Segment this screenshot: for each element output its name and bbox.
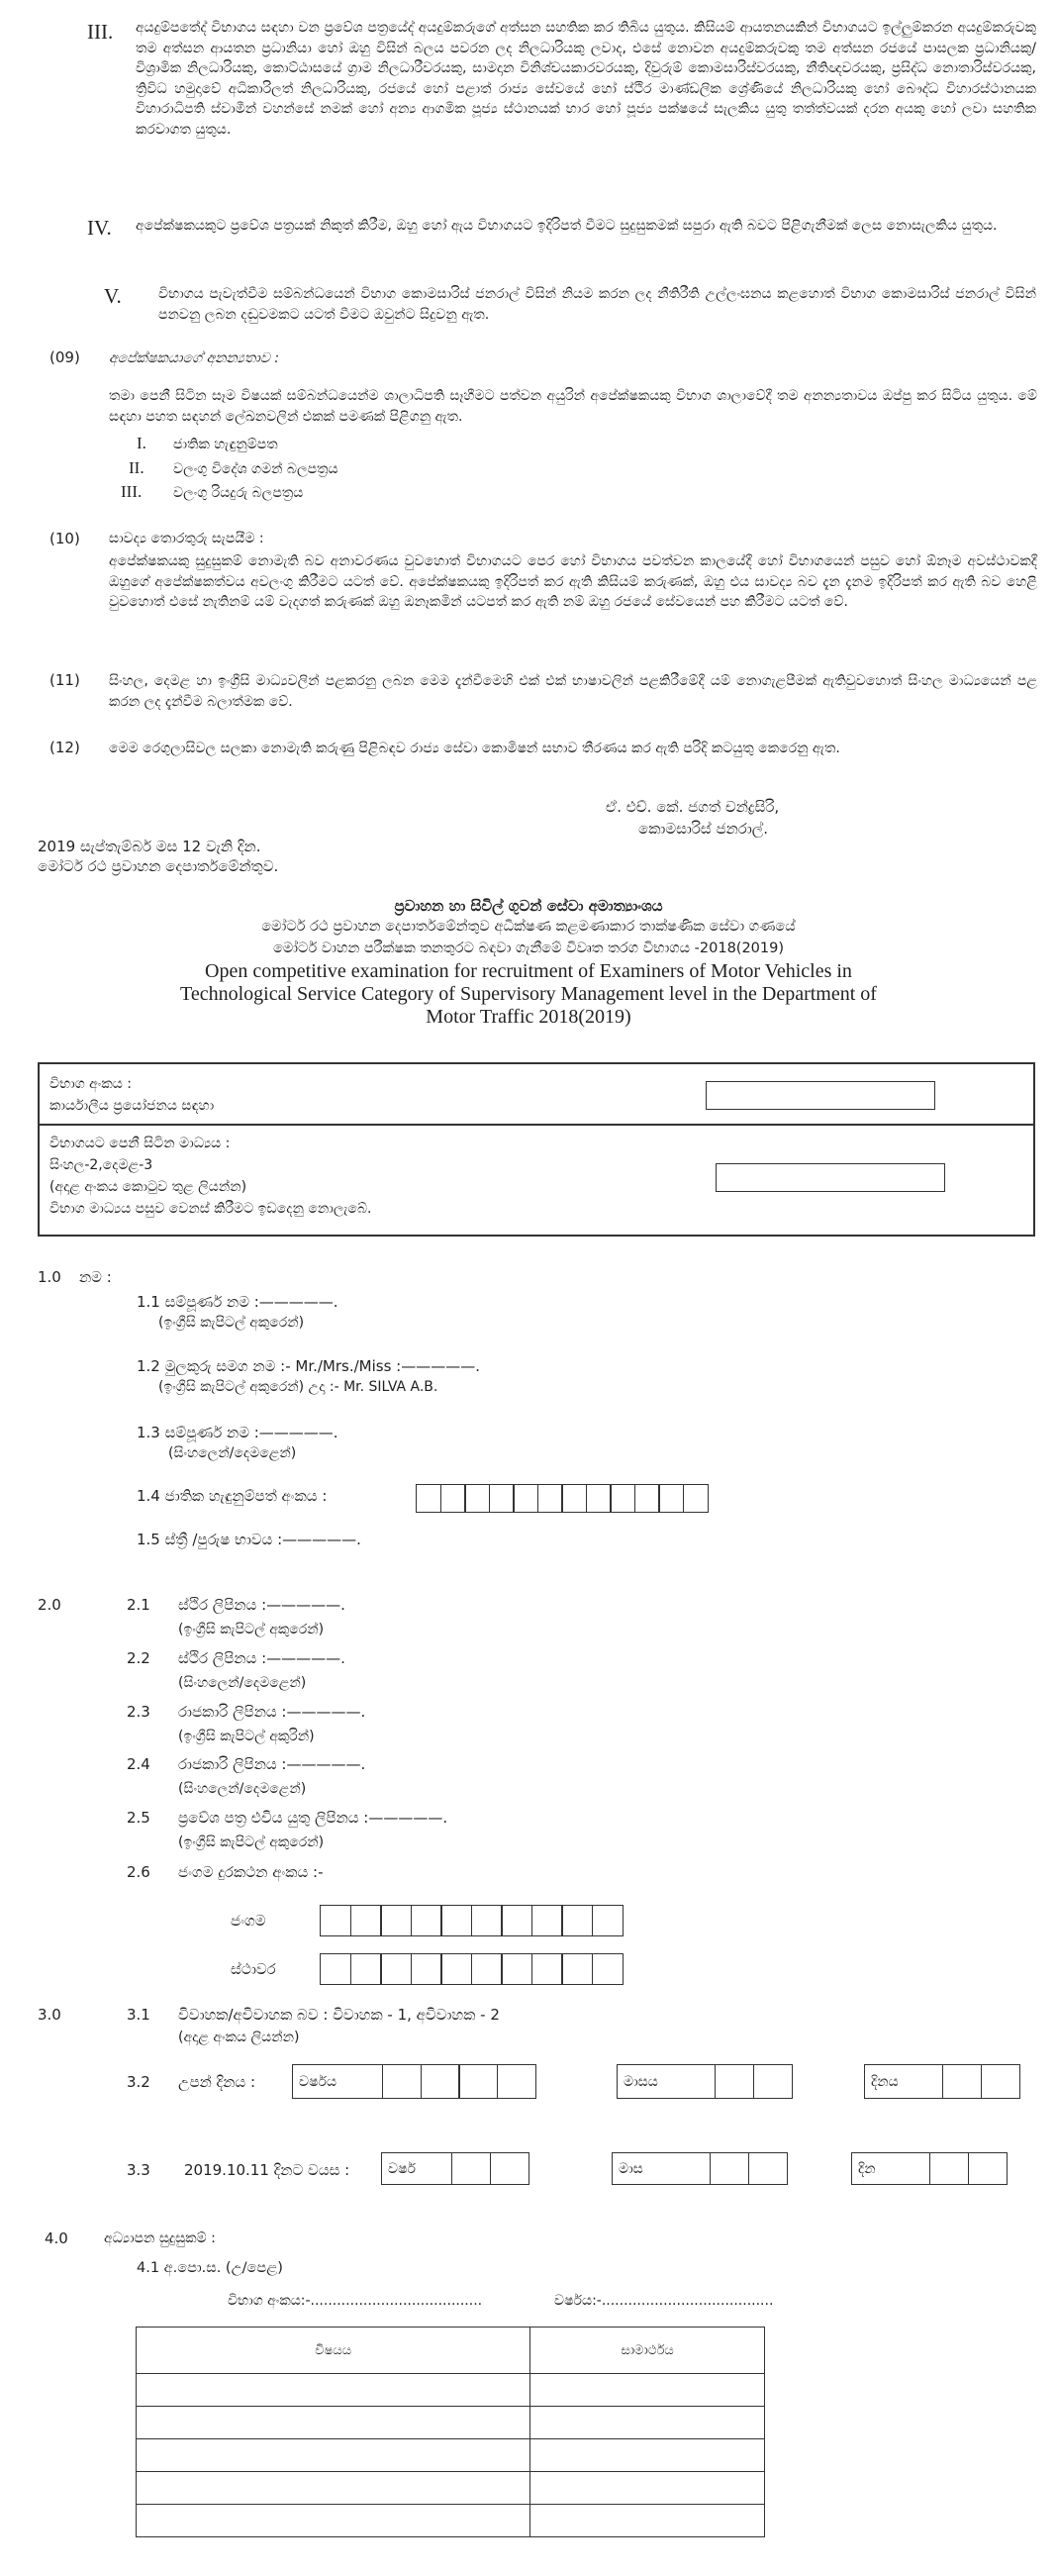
phone-26-number: 2.6	[127, 1863, 150, 1881]
perm-address-en-field[interactable]: ස්ථිර ලිපිනය :—————.	[178, 1596, 345, 1614]
dob-month-input[interactable]	[715, 2064, 791, 2099]
phone-label: ජංගම දුරකථන අංකය :-	[178, 1863, 324, 1881]
dob-day-cell: දිනය	[864, 2064, 943, 2099]
nic-label: 1.4 ජාතික හැඳුනුම්පත් අංකය :	[137, 1487, 328, 1505]
perm-address-si-hint: (සිංහලෙන්/දෙමළෙන්)	[178, 1675, 307, 1691]
table-row[interactable]	[137, 2407, 765, 2439]
id-item-2: වලංගු විදේශ ගමන් බලපත්‍රය	[173, 461, 338, 477]
id-item-1: ජාතික හැඳුනුම්පත	[173, 437, 278, 452]
s4-number: 4.0	[45, 2229, 68, 2247]
id-item-3: වලංගු රියදුරු බලපත්‍රය	[173, 485, 304, 501]
al-grade-header: සාමාර්ථය	[530, 2328, 765, 2374]
age-months-input[interactable]	[710, 2152, 786, 2185]
section-09-heading: අපේක්ෂකයාගේ අනන්‍යතාව :	[109, 350, 280, 366]
al-index-field[interactable]: විභාග අංකය:-.......................................	[228, 2293, 483, 2309]
section-10-number: (10)	[49, 530, 80, 547]
s1-number: 1.0	[38, 1268, 61, 1286]
mobile-input-cells[interactable]	[320, 1905, 622, 1936]
age-years-input[interactable]	[451, 2152, 528, 2185]
initials-name-field[interactable]: 1.2 මුලකුරු සමග නම :- Mr./Mrs./Miss :—————.	[137, 1357, 481, 1375]
medium-note: විභාග මාධ්‍යය පසුව වෙනස් කිරීමට ඉඩදෙනු නොලැබේ.	[49, 1201, 372, 1217]
perm-address-si-field[interactable]: ස්ථිර ලිපිනය :—————.	[178, 1649, 345, 1667]
age-months-cell: මාස	[612, 2152, 711, 2185]
rule-iv-text: අපේක්ෂකයකුට ප්‍රවේශ පත්‍රයක් නිකුත් කිරීම, ඔහු හෝ ඇය විභාගයට ඉදිරිපත් වීමට සුදුසුකමක් සපුරා ඇති බවට පිළිගැනීමක් ලෙස නොසැලකිය යුතුය.	[136, 218, 998, 234]
rule-iii-number: III.	[87, 20, 114, 44]
al-results-table	[136, 2327, 765, 2537]
table-row[interactable]	[137, 2439, 765, 2472]
medium-options: සිංහල-2,දෙමළ-3	[49, 1157, 153, 1173]
nic-input-cells[interactable]	[416, 1484, 707, 1513]
rule-v-number: V.	[104, 284, 122, 308]
age-number: 3.3	[127, 2161, 150, 2179]
office-address-si-hint: (සිංහලෙන්/දෙමළෙන්)	[178, 1781, 307, 1797]
al-label: 4.1 අ.පො.ස. (උ/පෙළ)	[137, 2260, 283, 2276]
fixed-input-cells[interactable]	[320, 1953, 622, 1985]
addr-21-number: 2.1	[127, 1596, 150, 1614]
office-address-en-field[interactable]: රාජකාරි ලිපිනය :—————.	[178, 1703, 366, 1721]
rule-iv-number: IV.	[87, 216, 112, 240]
age-days-input[interactable]	[929, 2152, 1006, 2185]
form-english-title-1: Open competitive examination for recruitment of Examiners of Motor Vehicles in	[205, 960, 852, 982]
table-row[interactable]	[137, 2374, 765, 2407]
al-year-field[interactable]: වර්ෂය:-.......................................	[554, 2293, 774, 2309]
medium-label: විභාගයට පෙනී සිටින මාධ්‍යය :	[49, 1136, 231, 1151]
full-name-si-field[interactable]: 1.3 සම්පූර්ණ නම :—————.	[137, 1424, 338, 1441]
table-row[interactable]	[137, 2472, 765, 2505]
form-ministry: ප්‍රවාහන හා සිවිල් ගුවන් සේවා අමාත්‍යාංශය	[394, 897, 663, 915]
medium-box	[38, 1124, 1035, 1237]
medium-input[interactable]	[716, 1163, 945, 1192]
form-english-title-3: Motor Traffic 2018(2019)	[426, 1006, 631, 1028]
section-09-text: තමා පෙනී සිටින සෑම විෂයක් සම්බන්ධයෙන්ම ශාලාධිපති සෑහීමට පත්වන අයුරින් අපේක්ෂකයකු විභාග ශාලාවේදී තම අනන්‍යතාවය ඔප්පු කර සිටිය යුතුය. මේ සඳහා පහත සඳහන් ලේඛනවලින් එකක් පමණක් පිළිගනු ඇත.	[109, 388, 1037, 425]
dob-year-input[interactable]	[382, 2064, 534, 2099]
addr-22-number: 2.2	[127, 1649, 150, 1667]
s3-number: 3.0	[38, 2006, 61, 2024]
admission-address-hint: (ඉංග්‍රීසි කැපිටල් අකුරෙන්)	[178, 1834, 325, 1850]
addr-25-number: 2.5	[127, 1809, 150, 1827]
dob-label: උපන් දිනය :	[178, 2073, 255, 2091]
rule-iii-text: අයදුම්පතේද් විභාගය සඳහා වන ප්‍රවේශ පත්‍රයේද් අයදුම්කරුගේ අත්සන සහතික කර තිබිය යුතුය. කිසියම් ආයතනයකින් විභාගයට ඉල්ලුම්කරන අයදුම්කරුවකු තම අත්සන ආයතන ප්‍රධානියා හෝ ඔහු විසින් බලය පවරන ලද නිලධාරියකු ලවාද, එසේ නොවන අයදුම්කරුවකු තම අත්සන රජයේ පාසලක ප්‍රධානියකු/විශ්‍රාමික නිලධාරියකු, කොට්ඨාසයේ ග්‍රාම නිලධාරීවරයකු, සාමදාන විනිශ්චයකාරවරයකු, දිවුරුම් කොමසාරිස්වරයකු, නීතිඥවරයකු, ප්‍රසිද්ධ නොතාරිස්වරයකු, ත්‍රිවිධ හමුදාවේ අධිකාරිලත් නිලධාරියකු, රජයේ හෝ පළාත් රාජ්‍ය සේවයේ හෝ ස්ථිර මාණ්ඩලික ශ්‍රේණියේ නිලධාරියකු හෝ බෞද්ධ විහාරස්ථානයක විහාරාධිපති ස්වාමීන් වහන්සේ නමක් හෝ අන්‍ය ආගමික පූජ්‍ය ස්ථානයක් භාර හෝ පූජ්‍ය පක්ෂයේ සැලකිය යුතු තත්ත්වයක් දරන අයකු හෝ ලවා සහතික කරවාගත යුතුය.	[136, 20, 1036, 138]
table-row[interactable]	[137, 2505, 765, 2537]
office-use-box	[38, 1062, 1035, 1126]
age-days-cell: දින	[851, 2152, 930, 2185]
office-use-label: කාර්යාලීය ප්‍රයෝජනය සඳහා	[49, 1098, 215, 1114]
perm-address-en-hint: (ඉංග්‍රීසි කැපිටල් අකුරෙන්)	[178, 1622, 325, 1637]
s4-title: අධ්‍යාපන සුදුසුකම් :	[104, 2230, 216, 2246]
medium-instruction: (අදාළ අංකය කොටුව තුළ ලියන්න)	[49, 1179, 247, 1195]
id-item-3-number: III.	[121, 482, 143, 501]
office-address-en-hint: (ඉංග්‍රීසි කැපිටල් අකුරින්)	[178, 1729, 315, 1744]
full-name-en-hint: (ඉංග්‍රීසි කැපිටල් අකුරෙන්)	[158, 1315, 305, 1331]
notice-date: 2019 සැප්තැම්බර් මස 12 වැනි දින.	[38, 838, 261, 855]
full-name-en-field[interactable]: 1.1 සම්පූර්ණ නම :—————.	[137, 1293, 338, 1311]
section-12-text: මෙම රෙගුලාසිවල සලකා නොමැති කරුණු පිළිබඳව රාජ්‍ය සේවා කොමිෂන් සභාව තීරණය කර ඇති පරිදි කටයුතු කෙරෙනු ඇත.	[109, 741, 840, 756]
mobile-label: ජංගම	[231, 1912, 266, 1930]
s2-number: 2.0	[38, 1596, 61, 1614]
dob-number: 3.2	[127, 2073, 150, 2091]
addr-24-number: 2.4	[127, 1755, 150, 1773]
age-label: 2019.10.11 දිනට වයස :	[184, 2161, 350, 2179]
section-11-number: (11)	[49, 671, 80, 689]
age-years-cell: වර්ෂ	[381, 2152, 452, 2185]
marital-number: 3.1	[127, 2006, 150, 2024]
marital-label: විවාහක/අවිවාහක බව : විවාහක - 1, අවිවාහක - 2	[178, 2006, 500, 2024]
section-10-text: අපේක්ෂකයකු සුදුසුකම් නොමැති බව අනාවරණය වුවහොත් විභාගයට පෙර හෝ විභාගය පවත්වන කාලයේදී හෝ විභාගයෙන් පසුව හෝ ඕනෑම අවස්ථාවකදී ඔහුගේ අපේක්ෂකත්වය අවලංගු කිරීමට යටත් වේ. අපේක්ෂකයකු ඉදිරිපත් කර ඇති කිසියම් කරුණක්, ඔහු එය සාවද්‍ය බව දැන දැනම ඉදිරිපත් කර ඇති බව හෙළි වුවහොත් එසේ නැතිනම් යම් වැදගත් කරුණක් ඔහු ඔනෑකමින් යටපත් කර ඇති නම් ඔහු රජයේ සේවයෙන් පහ කිරීමට යටත් වේ.	[109, 553, 1037, 610]
rule-v-text: විභාගය පැවැත්වීම සම්බන්ධයෙන් විභාග කොමසාරිස් ජනරාල් විසින් නියම කරන ලද නීතිරීති උල්ලංඝනය කළහොත් විභාග කොමසාරිස් ජනරාල් විසින් පනවනු ලබන දඬුවමකට යටත් වීමට ඔවුන්ට සිදුවනු ඇත.	[158, 286, 1036, 323]
fixed-label: ස්ථාවර	[231, 1960, 276, 1978]
addr-23-number: 2.3	[127, 1703, 150, 1721]
al-subject-header: විෂයය	[137, 2328, 530, 2374]
initials-name-hint: (ඉංග්‍රීසි කැපිටල් අකුරෙන්) උදා :- Mr. SILVA A.B.	[158, 1379, 438, 1395]
section-11-text: සිංහල, දෙමළ හා ඉංග්‍රීසි මාධ්‍යවලින් පළකරනු ලබන මෙම දැන්වීමෙහි එක් එක් භාෂාවලින් පළකිරීමේදී යම් නොගැළපීමක් ඇතිවුවහොත් සිංහල මාධ්‍යයෙන් පළ කරන ලද දැන්වීම බලාත්මක වේ.	[109, 673, 1037, 710]
admission-address-field[interactable]: ප්‍රවේශ පත්‍ර එවිය යුතු ලිපිනය :—————.	[178, 1809, 448, 1827]
section-10-heading: සාවද්‍ය තොරතුරු සැපයීම :	[109, 531, 264, 546]
dob-month-cell: මාසය	[617, 2064, 716, 2099]
id-item-1-number: I.	[137, 434, 146, 452]
section-09-number: (09)	[49, 348, 80, 366]
dob-year-cell: වර්ෂය	[292, 2064, 383, 2099]
full-name-si-hint: (සිංහලෙන්/දෙමළෙන්)	[168, 1445, 297, 1461]
signature-name: ඒ. එච්. කේ. ජගත් චන්ද්‍රසිරි,	[606, 798, 780, 816]
id-item-2-number: II.	[129, 458, 144, 477]
gender-field[interactable]: 1.5 ස්ත්‍රී /පුරුෂ භාවය :—————.	[137, 1531, 361, 1548]
form-dept-line: මෝටර් රථ ප්‍රවාහන දෙපාර්තමේන්තුව අධීක්ෂණ කළමණාකාර තාක්ෂණික සේවා ගණයේ	[261, 919, 796, 935]
s1-title: නම :	[79, 1268, 112, 1286]
notice-office: මෝටර් රථ ප්‍රවාහන දෙපාර්තමේන්තුව.	[38, 857, 279, 875]
form-english-title-2: Technological Service Category of Supervisory Management level in the Department of	[180, 983, 877, 1005]
dob-day-input[interactable]	[942, 2064, 1018, 2099]
signature-title: කොමසාරිස් ජනරාල්.	[638, 820, 768, 838]
office-exam-no-input[interactable]	[706, 1081, 935, 1110]
office-address-si-field[interactable]: රාජකාරි ලිපිනය :—————.	[178, 1755, 366, 1773]
section-12-number: (12)	[49, 739, 80, 756]
marital-hint: (අදාළ අංකය ලියන්න)	[178, 2030, 300, 2045]
office-exam-no-label: විභාග අංකය :	[49, 1076, 132, 1092]
form-exam-line: මෝටර් වාහන පරීක්ෂක තනතුරට බඳවා ගැනීමේ විවෘත තරග විභාගය -2018(2019)	[272, 941, 785, 956]
